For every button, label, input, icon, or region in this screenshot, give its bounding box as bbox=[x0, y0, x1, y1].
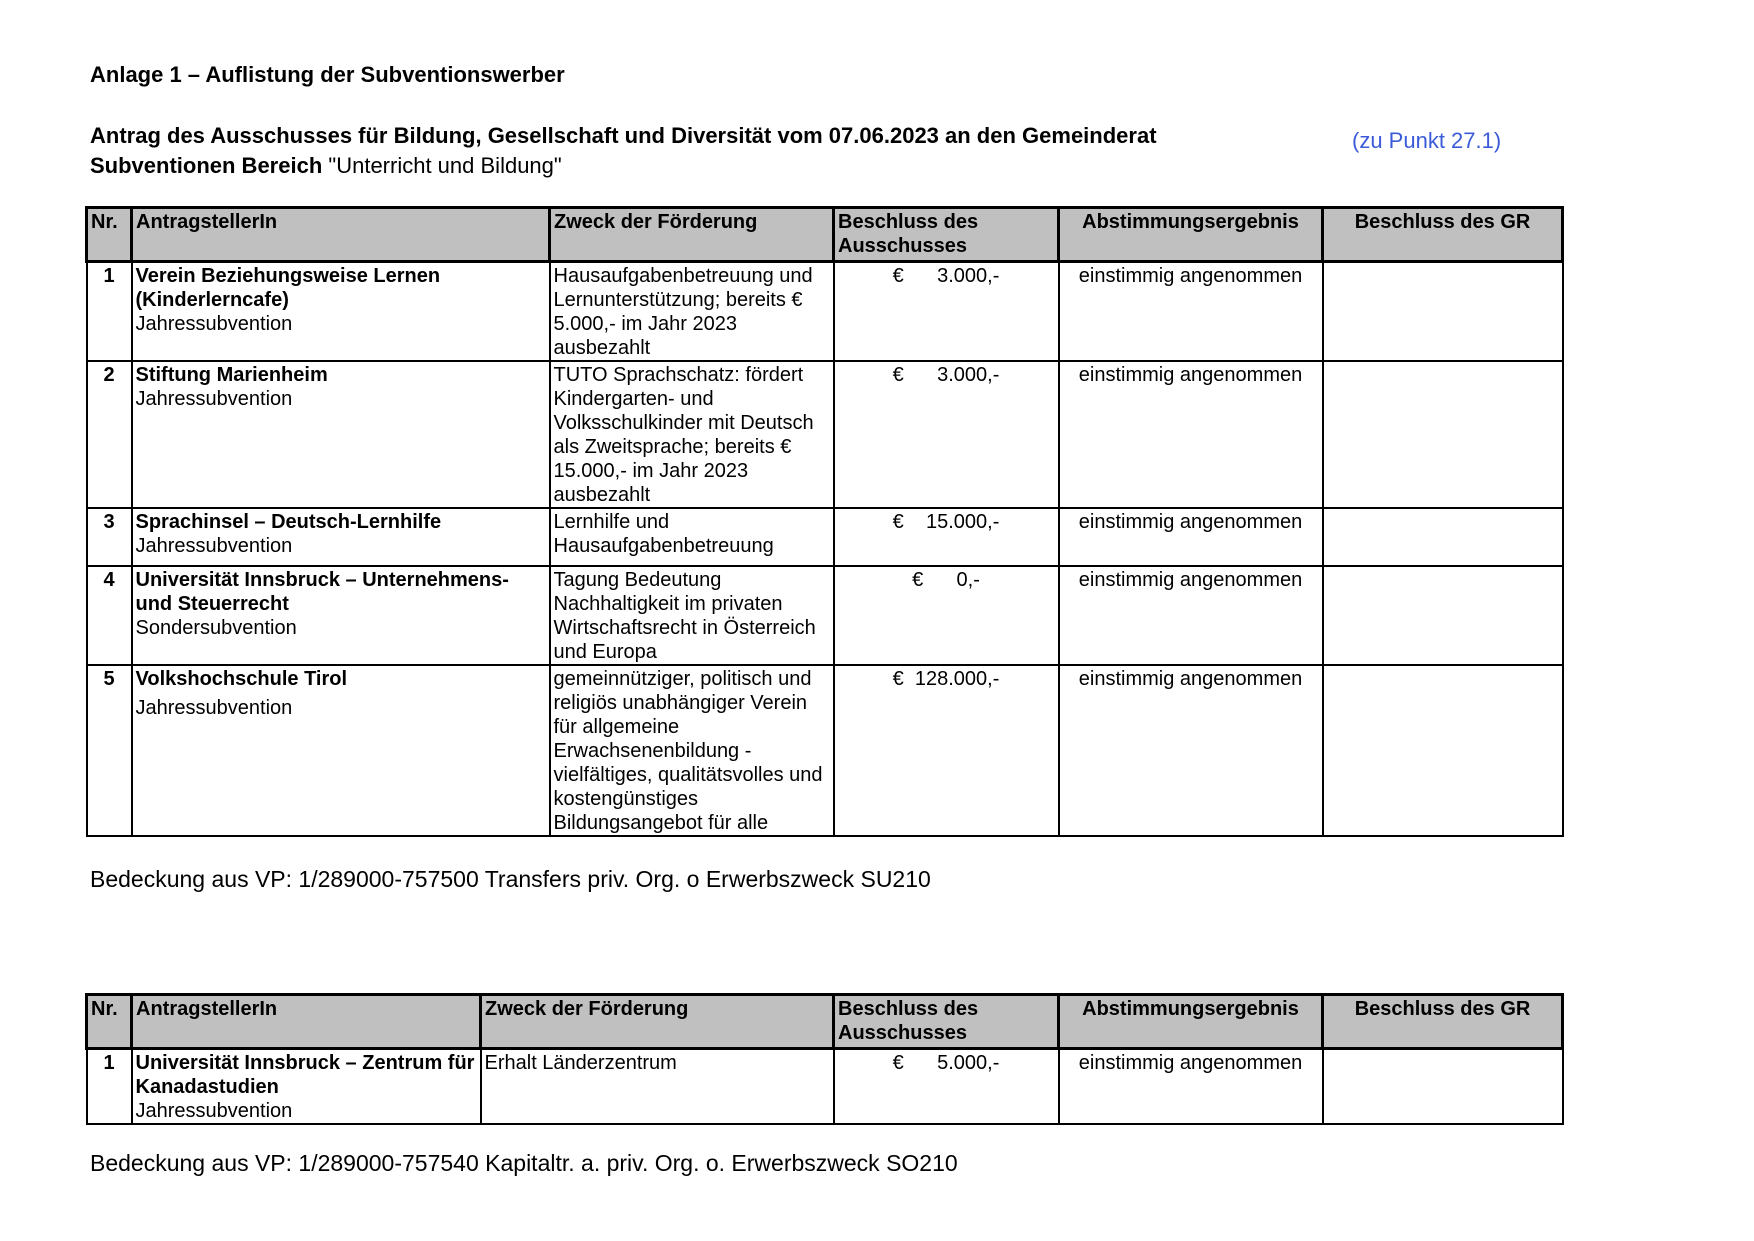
heading-committee: Antrag des Ausschusses für Bildung, Gesellschaft und Diversität vom 07.06.2023 an den Gemeinderat bbox=[90, 123, 1157, 148]
col-header-applicant: AntragstellerIn bbox=[132, 208, 550, 262]
row-applicant bbox=[132, 361, 550, 508]
col-header-applicant: AntragstellerIn bbox=[132, 995, 481, 1049]
col-header-committee-decision: Beschluss des Ausschusses bbox=[834, 995, 1059, 1049]
row-gr-decision bbox=[1323, 361, 1563, 508]
row-applicant bbox=[132, 665, 550, 836]
table-header-row bbox=[87, 995, 1563, 1049]
row-vote: einstimmig angenommen bbox=[1059, 508, 1323, 566]
row-applicant bbox=[132, 262, 550, 362]
coverage-note-1: Bedeckung aus VP: 1/289000-757500 Transfers priv. Org. o Erwerbszweck SU210 bbox=[90, 866, 931, 892]
row-purpose: Erhalt Länderzentrum bbox=[481, 1049, 834, 1125]
row-amount: € 3.000,- bbox=[834, 361, 1059, 508]
col-header-purpose: Zweck der Förderung bbox=[550, 208, 834, 262]
row-applicant bbox=[132, 566, 550, 665]
col-header-nr: Nr. bbox=[87, 995, 132, 1049]
table-row bbox=[87, 262, 1563, 362]
row-vote: einstimmig angenommen bbox=[1059, 361, 1323, 508]
subsidy-type: Jahressubvention bbox=[135, 388, 293, 410]
row-nr: 1 bbox=[87, 262, 132, 362]
subsidy-type: Jahressubvention bbox=[135, 535, 293, 557]
heading-area-name: "Unterricht und Bildung" bbox=[328, 153, 562, 178]
row-purpose: Tagung Bedeutung Nachhaltigkeit im privaten Wirtschaftsrecht in Österreich und Europa bbox=[550, 566, 834, 665]
subsidy-table-2 bbox=[85, 993, 1564, 1125]
row-nr: 5 bbox=[87, 665, 132, 836]
subsidy-type: Jahressubvention bbox=[135, 313, 293, 335]
row-vote: einstimmig angenommen bbox=[1059, 566, 1323, 665]
row-amount: € 0,- bbox=[834, 566, 1059, 665]
table-row bbox=[87, 665, 1563, 836]
coverage-note-2: Bedeckung aus VP: 1/289000-757540 Kapitaltr. a. priv. Org. o. Erwerbszweck SO210 bbox=[90, 1150, 958, 1176]
heading-area-label: Subventionen Bereich bbox=[90, 153, 323, 178]
row-gr-decision bbox=[1323, 508, 1563, 566]
row-vote: einstimmig angenommen bbox=[1059, 262, 1323, 362]
row-purpose: TUTO Sprachschatz: fördert Kindergarten- und Volksschulkinder mit Deutsch als Zweitsprache; bereits € 15.000,- im Jahr 2023 ausbezahlt bbox=[550, 361, 834, 508]
applicant-name: Universität Innsbruck – Unternehmens- und Steuerrecht bbox=[135, 569, 509, 615]
row-amount: € 128.000,- bbox=[834, 665, 1059, 836]
row-amount: € 3.000,- bbox=[834, 262, 1059, 362]
row-gr-decision bbox=[1323, 1049, 1563, 1125]
applicant-name: Volkshochschule Tirol bbox=[135, 668, 348, 690]
row-applicant bbox=[132, 1049, 481, 1125]
applicant-name: Verein Beziehungsweise Lernen (Kinderlerncafe) bbox=[135, 265, 441, 311]
row-nr: 2 bbox=[87, 361, 132, 508]
row-gr-decision bbox=[1323, 665, 1563, 836]
table-row bbox=[87, 361, 1563, 508]
table-row bbox=[87, 566, 1563, 665]
row-purpose: Hausaufgabenbetreuung und Lernunterstützung; bereits € 5.000,- im Jahr 2023 ausbezahlt bbox=[550, 262, 834, 362]
row-applicant bbox=[132, 508, 550, 566]
row-vote: einstimmig angenommen bbox=[1059, 665, 1323, 836]
subsidy-type: Jahressubvention bbox=[135, 1100, 293, 1122]
table-row bbox=[87, 508, 1563, 566]
col-header-purpose: Zweck der Förderung bbox=[481, 995, 834, 1049]
row-amount: € 5.000,- bbox=[834, 1049, 1059, 1125]
col-header-vote: Abstimmungsergebnis bbox=[1059, 995, 1323, 1049]
applicant-name: Stiftung Marienheim bbox=[135, 364, 328, 386]
row-nr: 3 bbox=[87, 508, 132, 566]
table-row bbox=[87, 1049, 1563, 1125]
row-amount: € 15.000,- bbox=[834, 508, 1059, 566]
agenda-reference: (zu Punkt 27.1) bbox=[1352, 128, 1502, 153]
col-header-nr: Nr. bbox=[87, 208, 132, 262]
document-heading bbox=[90, 121, 1157, 181]
document-title: Anlage 1 – Auflistung der Subventionswerber bbox=[90, 62, 565, 87]
subsidy-type: Sondersubvention bbox=[135, 617, 297, 639]
col-header-gr-decision: Beschluss des GR bbox=[1323, 208, 1563, 262]
row-purpose: Lernhilfe und Hausaufgabenbetreuung bbox=[550, 508, 834, 566]
row-nr: 1 bbox=[87, 1049, 132, 1125]
row-gr-decision bbox=[1323, 262, 1563, 362]
row-vote: einstimmig angenommen bbox=[1059, 1049, 1323, 1125]
col-header-vote: Abstimmungsergebnis bbox=[1059, 208, 1323, 262]
col-header-gr-decision: Beschluss des GR bbox=[1323, 995, 1563, 1049]
row-gr-decision bbox=[1323, 566, 1563, 665]
subsidy-type: Jahressubvention bbox=[135, 697, 293, 719]
row-purpose: gemeinnütziger, politisch und religiös unabhängiger Verein für allgemeine Erwachsenenbildung - vielfältiges, qualitätsvolles und kostengünstiges Bildungsangebot für alle bbox=[550, 665, 834, 836]
applicant-name: Sprachinsel – Deutsch-Lernhilfe bbox=[135, 511, 442, 533]
table-header-row bbox=[87, 208, 1563, 262]
subsidy-table-1 bbox=[85, 206, 1564, 837]
col-header-committee-decision: Beschluss des Ausschusses bbox=[834, 208, 1059, 262]
row-nr: 4 bbox=[87, 566, 132, 665]
applicant-name: Universität Innsbruck – Zentrum für Kanadastudien bbox=[135, 1052, 475, 1098]
